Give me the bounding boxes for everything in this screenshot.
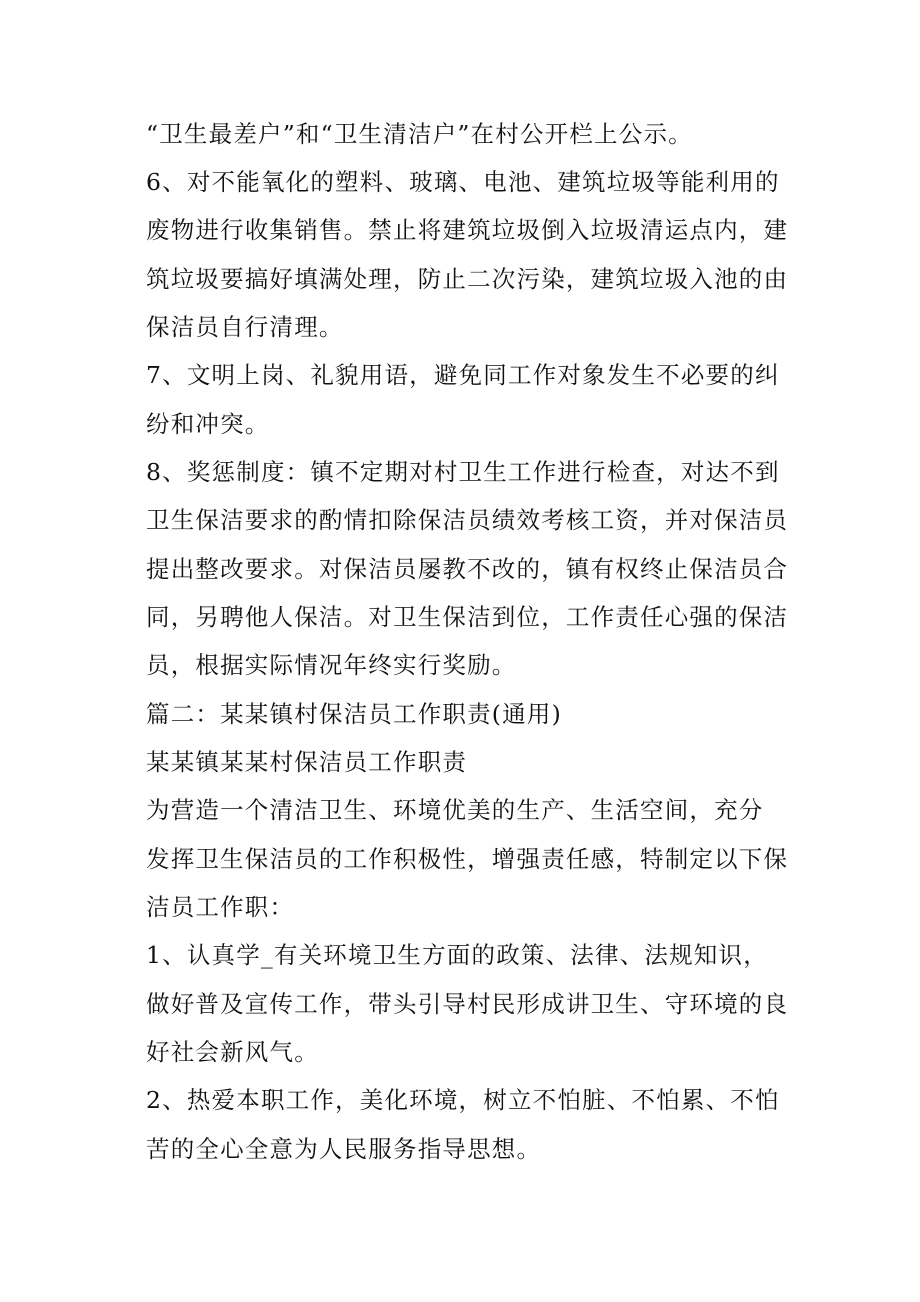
text-line: 6、对不能氧化的塑料、玻璃、电池、建筑垃圾等能利用的 [146,168,780,196]
text-line: 洁员工作职： [146,893,295,921]
text-line: 做好普及宣传工作，带头引导村民形成讲卫生、守环境的良 [146,990,789,1018]
text-line: 同，另聘他人保洁。对卫生保洁到位，工作责任心强的保洁 [146,603,789,631]
text-line: 发挥卫生保洁员的工作积极性，增强责任感，特制定以下保 [146,845,789,873]
text-line: 废物进行收集销售。禁止将建筑垃圾倒入垃圾清运点内，建 [146,216,789,244]
section-heading: 篇二：某某镇村保洁员工作职责(通用) [146,700,562,728]
text-line: 好社会新风气。 [146,1038,319,1066]
text-line: 苦的全心全意为人民服务指导思想。 [146,1135,542,1163]
text-line: 保洁员自行清理。 [146,313,344,341]
text-line: 1、认真学_有关环境卫生方面的政策、法律、法规知识， [146,941,768,969]
text-line: 7、文明上岗、礼貌用语，避免同工作对象发生不必要的纠 [146,361,780,389]
section-subtitle: 某某镇某某村保洁员工作职责 [146,748,468,776]
text-line: 2、热爱本职工作，美化环境，树立不怕脏、不怕累、不怕 [146,1086,780,1114]
text-line: 员，根据实际情况年终实行奖励。 [146,651,517,679]
text-line: 纷和冲突。 [146,410,270,438]
text-line: 提出整改要求。对保洁员屡教不改的，镇有权终止保洁员合 [146,555,789,583]
text-line: 卫生保洁要求的酌情扣除保洁员绩效考核工资，并对保洁员 [146,506,789,534]
text-line: 筑垃圾要搞好填满处理，防止二次污染，建筑垃圾入池的由 [146,265,789,293]
text-line: 为营造一个清洁卫生、环境优美的生产、生活空间，充分 [146,796,764,824]
text-line: 8、奖惩制度：镇不定期对村卫生工作进行检查，对达不到 [146,458,780,486]
text-line: “卫生最差户”和“卫生清洁户”在村公开栏上公示。 [146,120,693,148]
